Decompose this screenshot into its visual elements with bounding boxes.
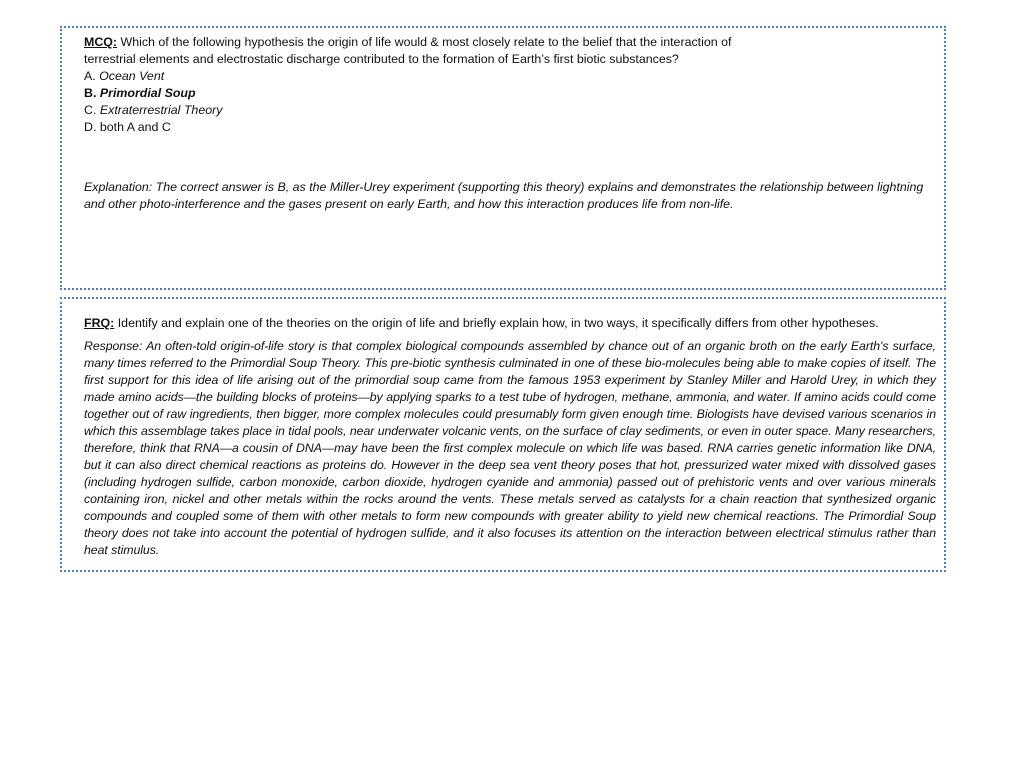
frq-question	[84, 315, 936, 332]
option-text: Extraterrestrial Theory	[99, 103, 223, 117]
option-text: Primordial Soup	[99, 86, 196, 100]
mcq-box	[60, 26, 946, 290]
mcq-option-a	[84, 68, 924, 85]
frq-box	[60, 297, 946, 572]
mcq-option-b	[84, 85, 924, 102]
mcq-explanation: Explanation: The correct answer is B, as the Miller-Urey experiment (supporting this theory) explains and demonstrates the relationship between lightning and other photo-interference and the gases present on early Earth, and how this interaction produces life from non-life.	[84, 180, 924, 211]
mcq-option-d	[84, 119, 924, 136]
option-letter: C.	[84, 103, 97, 117]
option-text: Ocean Vent	[99, 69, 165, 83]
option-text: both A and C	[99, 120, 171, 134]
option-letter: A.	[84, 69, 96, 83]
option-letter: B.	[84, 86, 97, 100]
mcq-question-line-1	[84, 34, 924, 51]
mcq-tag: MCQ:	[84, 35, 118, 49]
frq-tag: FRQ:	[84, 316, 115, 330]
mcq-question-text-1: Which of the following hypothesis the origin of life would & most closely relate to the belief that the interaction of	[120, 35, 732, 49]
option-letter: D.	[84, 120, 97, 134]
mcq-question-line-2: terrestrial elements and electrostatic discharge contributed to the formation of Earth’s first biotic substances?	[84, 52, 679, 66]
frq-response: Response: An often-told origin-of-life story is that complex biological compounds assembled by chance out of an organic broth on the early Earth's surface, many times referred to the Primordial Soup Theory. This pre-biotic synthesis culminated in one of these bio-molecules being able to make copies of itself. The first support for this idea of life arising out of the primordial soup came from the famous 1953 experiment by Stanley Miller and Harold Urey, in which they made amino acids—the building blocks of proteins—by applying sparks to a test tube of hydrogen, methane, ammonia, and water. If amino acids could come together out of raw ingredients, then bigger, more complex molecules could presumably form given enough time. Biologists have devised various scenarios in which this assemblage takes place in tidal pools, near underwater volcanic vents, on the surface of clay sediments, or even in outer space. Many researchers, therefore, think that RNA—a cousin of DNA—may have been the first complex molecule on which life was based. RNA carries genetic information like DNA, but it can also direct chemical reactions as proteins do. However in the deep sea vent theory poses that hot, pressurized water mixed with dissolved gases (including hydrogen sulfide, carbon monoxide, carbon dioxide, hydrogen cyanide and ammonia) passed out of prehistoric vents and over various minerals containing iron, nickel and other metals within the rocks around the vents. These metals served as catalysts for a chain reaction that synthesized organic compounds and coupled some of them with other metals to form new compounds with greater ability to yield new chemical reactions. The Primordial Soup theory does not take into account the potential of hydrogen sulfide, and it also focuses its attention on the interaction between electrical stimulus rather than heat stimulus.	[84, 339, 936, 557]
mcq-option-c	[84, 102, 924, 119]
frq-question-text: Identify and explain one of the theories on the origin of life and briefly explain how, in two ways, it specifically differs from other hypotheses.	[117, 316, 879, 330]
